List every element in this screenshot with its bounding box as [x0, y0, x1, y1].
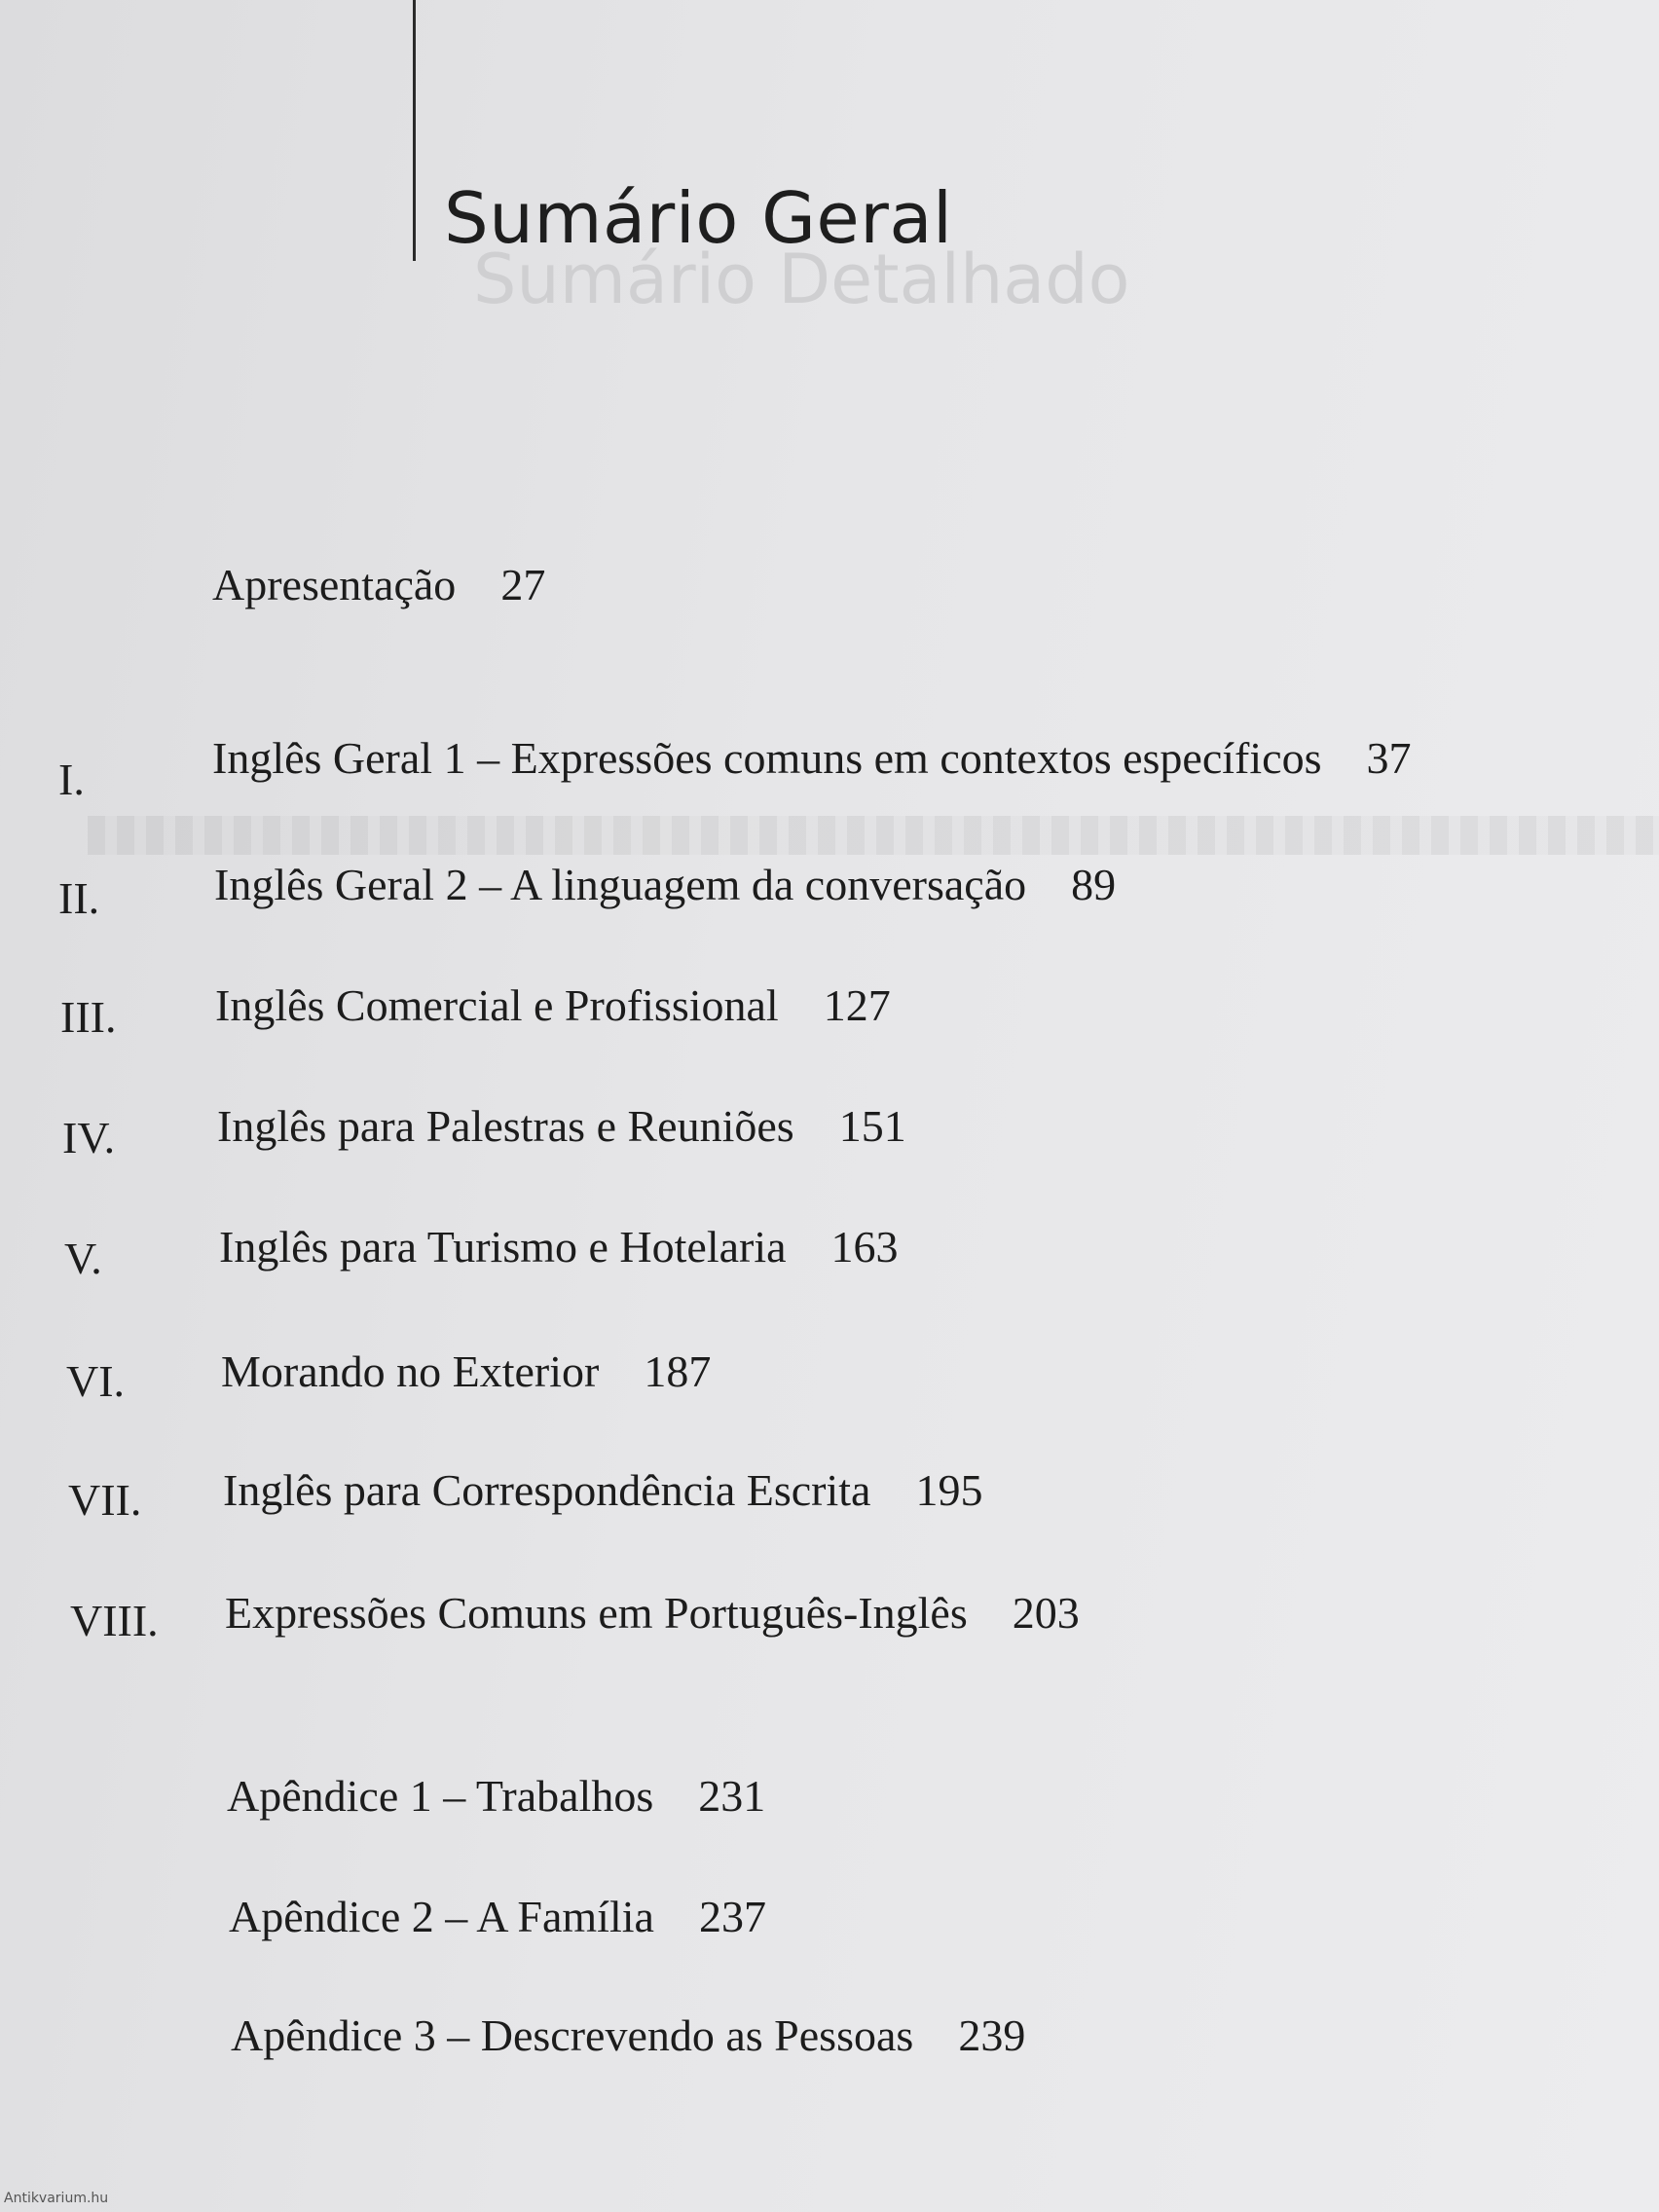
- toc-entry-page: 163: [830, 1222, 899, 1272]
- toc-entry-page: 239: [958, 2010, 1026, 2060]
- chapter-number: III.: [60, 992, 117, 1042]
- toc-entry-label: Apêndice 1 – Trabalhos: [227, 1771, 654, 1821]
- toc-entry-chapter: [223, 1465, 983, 1515]
- toc-entry-label: Apêndice 2 – A Família: [229, 1892, 654, 1941]
- toc-entry-appendix: [227, 1771, 766, 1821]
- toc-entry-page: 187: [644, 1346, 712, 1396]
- toc-entry-page: 231: [698, 1771, 766, 1821]
- toc-entry-label: Inglês Comercial e Profissional: [215, 980, 779, 1030]
- toc-entry-label: Inglês Geral 2 – A linguagem da conversação: [214, 860, 1027, 909]
- toc-entry-page: 89: [1071, 860, 1117, 909]
- toc-entry-label: Inglês para Turismo e Hotelaria: [219, 1222, 787, 1272]
- chapter-number: IV.: [62, 1113, 116, 1162]
- toc-entry-page: 37: [1366, 733, 1412, 783]
- toc-entry-page: 27: [500, 560, 546, 609]
- toc-entry-chapter: [212, 733, 1412, 783]
- toc-entry-appendix: [229, 1892, 766, 1941]
- toc-entry-label: Expressões Comuns em Português-Inglês: [225, 1588, 968, 1638]
- title-vertical-rule: [413, 0, 416, 261]
- toc-entry-chapter: [221, 1346, 712, 1396]
- chapter-number: I.: [58, 755, 85, 804]
- chapter-number: VII.: [68, 1475, 142, 1525]
- toc-entry-appendix: [231, 2010, 1026, 2060]
- chapter-number: VIII.: [70, 1596, 159, 1645]
- page-title: Sumário Geral: [444, 177, 953, 259]
- toc-entry-label: Inglês Geral 1 – Expressões comuns em contextos específicos: [212, 733, 1322, 783]
- toc-entry-label: Apêndice 3 – Descrevendo as Pessoas: [231, 2010, 914, 2060]
- toc-entry-chapter: [225, 1588, 1080, 1638]
- bleed-through-title: Sumário Detalhado: [473, 240, 1130, 319]
- toc-entry-label: Inglês para Palestras e Reuniões: [217, 1101, 794, 1151]
- chapter-number: V.: [64, 1234, 102, 1283]
- watermark: Antikvarium.hu: [4, 2191, 109, 2206]
- toc-entry-intro: [212, 560, 546, 609]
- toc-entry-chapter: [214, 860, 1117, 909]
- toc-entry-chapter: [217, 1101, 906, 1151]
- toc-entry-page: 237: [698, 1892, 766, 1941]
- chapter-number: VI.: [66, 1356, 126, 1406]
- toc-entry-label: Apresentação: [212, 560, 457, 609]
- chapter-number: II.: [58, 873, 100, 923]
- toc-entry-chapter: [219, 1222, 899, 1272]
- toc-entry-page: 203: [1012, 1588, 1080, 1638]
- toc-entry-page: 151: [838, 1101, 906, 1151]
- toc-entry-label: Inglês para Correspondência Escrita: [223, 1465, 871, 1515]
- toc-entry-chapter: [215, 980, 891, 1030]
- toc-entry-label: Morando no Exterior: [221, 1346, 600, 1396]
- toc-entry-page: 195: [915, 1465, 983, 1515]
- bleed-through-rule: [88, 816, 1659, 855]
- toc-entry-page: 127: [823, 980, 891, 1030]
